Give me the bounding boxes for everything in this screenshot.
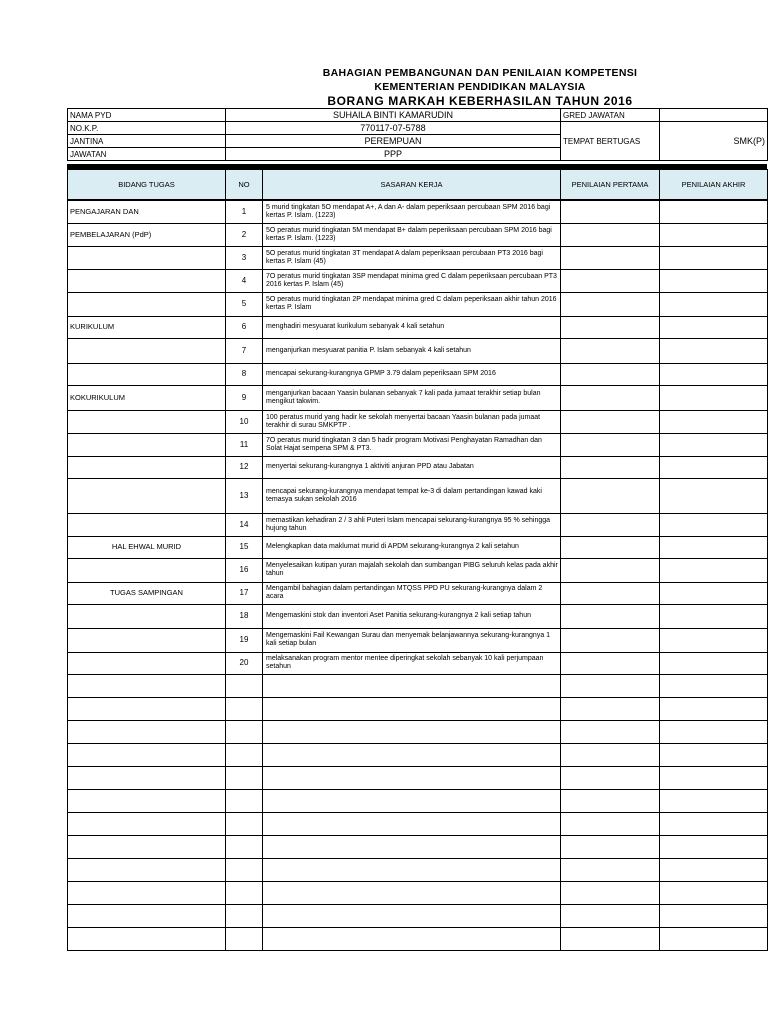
jantina-value[interactable]: PEREMPUAN [226,135,561,148]
pertama-cell[interactable] [561,246,660,269]
header-bidang: BIDANG TUGAS [68,170,226,201]
sasaran-cell: 5 murid tingkatan 5O mendapat A+, A dan A- dalam peperiksaan percubaan SPM 2016 bagi kertas P. Islam. (1223) [263,200,561,223]
bidang-cell [68,410,226,433]
pertama-cell[interactable] [561,652,660,674]
jantina-label: JANTINA [68,135,226,148]
no-cell: 19 [226,628,263,652]
no-cell: 8 [226,363,263,385]
empty-cell[interactable] [226,743,263,766]
sasaran-cell: Menyelesaikan kutipan yuran majalah sekolah dan sumbangan PIBG seluruh kelas pada akhir tahun [263,558,561,582]
pertama-cell[interactable] [561,628,660,652]
empty-cell[interactable] [226,927,263,950]
empty-cell[interactable] [68,858,226,881]
akhir-cell[interactable] [660,558,768,582]
akhir-cell[interactable] [660,223,768,246]
empty-cell[interactable] [660,881,768,904]
no-cell: 12 [226,456,263,478]
tempat-value[interactable]: SMK(P) [660,122,768,161]
header-sasaran: SASARAN KERJA [263,170,561,201]
empty-cell[interactable] [68,743,226,766]
empty-row [68,743,768,766]
sasaran-cell: 7O peratus murid tingkatan 3SP mendapat minima gred C dalam peperiksaan percubaan PT3 2016 kertas P. Islam (45) [263,269,561,292]
no-cell: 18 [226,604,263,628]
empty-cell[interactable] [660,904,768,927]
empty-cell[interactable] [226,904,263,927]
no-cell: 9 [226,385,263,410]
table-row [68,223,768,246]
empty-cell[interactable] [660,674,768,697]
empty-row [68,881,768,904]
table-row [68,604,768,628]
empty-cell[interactable] [660,743,768,766]
empty-cell[interactable] [660,720,768,743]
bidang-cell [68,269,226,292]
empty-cell[interactable] [263,766,561,789]
empty-cell[interactable] [660,697,768,720]
pertama-cell[interactable] [561,385,660,410]
no-cell: 20 [226,652,263,674]
akhir-cell[interactable] [660,628,768,652]
form-title: BORANG MARKAH KEBERHASILAN TAHUN 2016 [327,94,633,108]
tempat-label: TEMPAT BERTUGAS [561,122,660,161]
empty-cell[interactable] [660,927,768,950]
empty-cell[interactable] [263,858,561,881]
akhir-cell[interactable] [660,363,768,385]
bidang-cell: KOKURIKULUM [68,385,226,410]
no-cell: 11 [226,433,263,456]
table-row [68,628,768,652]
table-row [68,558,768,582]
empty-cell[interactable] [68,766,226,789]
no-cell: 13 [226,478,263,513]
pertama-cell[interactable] [561,410,660,433]
table-row [68,478,768,513]
empty-cell[interactable] [68,927,226,950]
targets-table [67,169,768,951]
sasaran-cell: menyertai sekurang-kurangnya 1 aktiviti anjuran PPD atau Jabatan [263,456,561,478]
empty-cell[interactable] [263,904,561,927]
sasaran-cell: Mengambil bahagian dalam pertandingan MTQSS PPD PU sekurang-kurangnya dalam 2 acara [263,582,561,604]
empty-cell[interactable] [68,881,226,904]
bidang-cell [68,558,226,582]
no-cell: 1 [226,200,263,223]
empty-row [68,697,768,720]
empty-cell[interactable] [660,766,768,789]
sasaran-cell: memastikan kehadiran 2 / 3 ahli Puteri Islam mencapai sekurang-kurangnya 95 % sehingga hujung tahun [263,513,561,536]
table-row [68,292,768,316]
no-cell: 3 [226,246,263,269]
empty-cell[interactable] [263,927,561,950]
empty-cell[interactable] [226,881,263,904]
empty-cell[interactable] [263,812,561,835]
akhir-cell[interactable] [660,478,768,513]
akhir-cell[interactable] [660,513,768,536]
sasaran-cell: Melengkapkan data maklumat murid di APDM sekurang-kurangnya 2 kali setahun [263,536,561,558]
empty-cell[interactable] [226,858,263,881]
table-row [68,536,768,558]
empty-row [68,720,768,743]
empty-cell[interactable] [660,858,768,881]
empty-cell[interactable] [561,881,660,904]
sasaran-cell: 7O peratus murid tingkatan 3 dan 5 hadir program Motivasi Penghayatan Ramadhan dan Solat Hajat sempena SPM & PT3. [263,433,561,456]
empty-cell[interactable] [561,927,660,950]
empty-row [68,674,768,697]
empty-cell[interactable] [226,789,263,812]
header-pertama: PENILAIAN PERTAMA [561,170,660,201]
pertama-cell[interactable] [561,363,660,385]
sasaran-cell: mencapai sekurang-kurangnya GPMP 3.79 dalam peperiksaan SPM 2016 [263,363,561,385]
gred-label: GRED JAWATAN [561,109,660,122]
empty-cell[interactable] [68,789,226,812]
no-cell: 16 [226,558,263,582]
akhir-cell[interactable] [660,338,768,363]
empty-cell[interactable] [561,904,660,927]
empty-cell[interactable] [561,720,660,743]
nokp-value[interactable]: 770117-07-5788 [226,122,561,135]
no-cell: 4 [226,269,263,292]
empty-cell[interactable] [263,881,561,904]
empty-cell[interactable] [226,835,263,858]
empty-cell[interactable] [226,812,263,835]
table-row [68,582,768,604]
table-row [68,433,768,456]
pertama-cell[interactable] [561,456,660,478]
no-cell: 10 [226,410,263,433]
table-row [68,385,768,410]
table-row [68,200,768,223]
pertama-cell[interactable] [561,223,660,246]
bidang-cell [68,246,226,269]
empty-cell[interactable] [561,743,660,766]
no-cell: 14 [226,513,263,536]
table-row [68,456,768,478]
sasaran-cell: mencapai sekurang-kurangnya mendapat tempat ke-3 di dalam pertandingan kawad kaki temasya sukan sekolah 2016 [263,478,561,513]
akhir-cell[interactable] [660,200,768,223]
empty-cell[interactable] [226,720,263,743]
empty-cell[interactable] [561,674,660,697]
bidang-cell [68,433,226,456]
no-cell: 2 [226,223,263,246]
no-cell: 7 [226,338,263,363]
pertama-cell[interactable] [561,338,660,363]
jawatan-label: JAWATAN [68,148,226,161]
nokp-label: NO.K.P. [68,122,226,135]
empty-cell[interactable] [226,766,263,789]
empty-row [68,835,768,858]
no-cell: 6 [226,316,263,338]
empty-cell[interactable] [263,720,561,743]
akhir-cell[interactable] [660,246,768,269]
empty-cell[interactable] [263,835,561,858]
pertama-cell[interactable] [561,536,660,558]
pertama-cell[interactable] [561,269,660,292]
sasaran-cell: 5O peratus murid tingkatan 3T mendapat A dalam peperiksaan percubaan PT3 2016 bagi kertas P. Islam (45) [263,246,561,269]
akhir-cell[interactable] [660,604,768,628]
akhir-cell[interactable] [660,582,768,604]
empty-cell[interactable] [561,766,660,789]
empty-cell[interactable] [226,697,263,720]
empty-cell[interactable] [226,674,263,697]
pertama-cell[interactable] [561,478,660,513]
bidang-cell: KURIKULUM [68,316,226,338]
pertama-cell[interactable] [561,292,660,316]
table-row [68,410,768,433]
bidang-cell [68,338,226,363]
empty-row [68,927,768,950]
sasaran-cell: 5O peratus murid tingkatan 2P mendapat minima gred C dalam peperiksaan akhir tahun 2016 kertas P. Islam [263,292,561,316]
akhir-cell[interactable] [660,269,768,292]
akhir-cell[interactable] [660,385,768,410]
bidang-cell: HAL EHWAL MURID [68,536,226,558]
pertama-cell[interactable] [561,604,660,628]
jawatan-value[interactable]: PPP [226,148,561,161]
sasaran-cell: Mengemaskini stok dan inventori Aset Panitia sekurang-kurangnya 2 kali setiap tahun [263,604,561,628]
pertama-cell[interactable] [561,558,660,582]
empty-cell[interactable] [68,812,226,835]
ministry-title: KEMENTERIAN PENDIDIKAN MALAYSIA [374,81,586,93]
nama-label: NAMA PYD [68,109,226,122]
empty-cell[interactable] [561,835,660,858]
table-row [68,246,768,269]
table-row [68,269,768,292]
sasaran-cell: menganjurkan mesyuarat panitia P. Islam sebanyak 4 kali setahun [263,338,561,363]
pertama-cell[interactable] [561,513,660,536]
akhir-cell[interactable] [660,652,768,674]
bidang-cell [68,363,226,385]
empty-cell[interactable] [660,835,768,858]
akhir-cell[interactable] [660,316,768,338]
pertama-cell[interactable] [561,582,660,604]
bidang-cell [68,456,226,478]
no-cell: 17 [226,582,263,604]
empty-cell[interactable] [68,720,226,743]
empty-cell[interactable] [263,674,561,697]
empty-cell[interactable] [263,789,561,812]
bidang-cell [68,513,226,536]
empty-row [68,766,768,789]
gred-value[interactable] [660,109,768,122]
empty-cell[interactable] [561,812,660,835]
akhir-cell[interactable] [660,292,768,316]
empty-row [68,789,768,812]
bidang-cell [68,652,226,674]
pertama-cell[interactable] [561,200,660,223]
nama-value[interactable]: SUHAILA BINTI KAMARUDIN [226,109,561,122]
header-no: NO [226,170,263,201]
sasaran-cell: 100 peratus murid yang hadir ke sekolah menyertai bacaan Yaasin bulanan pada jumaat terakhir di surau SMKPTP . [263,410,561,433]
empty-cell[interactable] [263,743,561,766]
table-header-row [68,170,768,201]
empty-cell[interactable] [68,697,226,720]
empty-cell[interactable] [263,697,561,720]
empty-cell[interactable] [660,812,768,835]
table-row [68,338,768,363]
sasaran-cell: menghadiri mesyuarat kurikulum sebanyak 4 kali setahun [263,316,561,338]
sasaran-cell: melaksanakan program mentor mentee diperingkat sekolah sebanyak 10 kali perjumpaan setahun [263,652,561,674]
bidang-cell [68,604,226,628]
table-row [68,513,768,536]
bidang-cell [68,292,226,316]
bidang-cell: PEMBELAJARAN (PdP) [68,223,226,246]
table-row [68,363,768,385]
empty-cell[interactable] [68,904,226,927]
empty-cell[interactable] [561,858,660,881]
no-cell: 15 [226,536,263,558]
department-title: BAHAGIAN PEMBANGUNAN DAN PENILAIAN KOMPETENSI [322,67,638,79]
pertama-cell[interactable] [561,433,660,456]
akhir-cell[interactable] [660,410,768,433]
table-row [68,652,768,674]
info-table [67,108,768,161]
empty-cell[interactable] [660,789,768,812]
akhir-cell[interactable] [660,433,768,456]
pertama-cell[interactable] [561,316,660,338]
sasaran-cell: Mengemaskini Fail Kewangan Surau dan menyemak belanjawannya sekurang-kurangnya 1 kali setiap bulan [263,628,561,652]
empty-cell[interactable] [68,835,226,858]
empty-cell[interactable] [561,789,660,812]
no-cell: 5 [226,292,263,316]
header-akhir: PENILAIAN AKHIR [660,170,768,201]
sasaran-cell: 5O peratus murid tingkatan 5M mendapat B+ dalam peperiksaan percubaan SPM 2016 bagi kertas P. Islam. (1223) [263,223,561,246]
empty-cell[interactable] [561,697,660,720]
bidang-cell: PENGAJARAN DAN [68,200,226,223]
akhir-cell[interactable] [660,536,768,558]
akhir-cell[interactable] [660,456,768,478]
bidang-cell [68,628,226,652]
table-row [68,316,768,338]
empty-row [68,812,768,835]
empty-row [68,904,768,927]
empty-row [68,858,768,881]
bidang-cell: TUGAS SAMPINGAN [68,582,226,604]
sasaran-cell: menganjurkan bacaan Yaasin bulanan sebanyak 7 kali pada jumaat terakhir setiap bulan mengikut takwim. [263,385,561,410]
bidang-cell [68,478,226,513]
empty-cell[interactable] [68,674,226,697]
